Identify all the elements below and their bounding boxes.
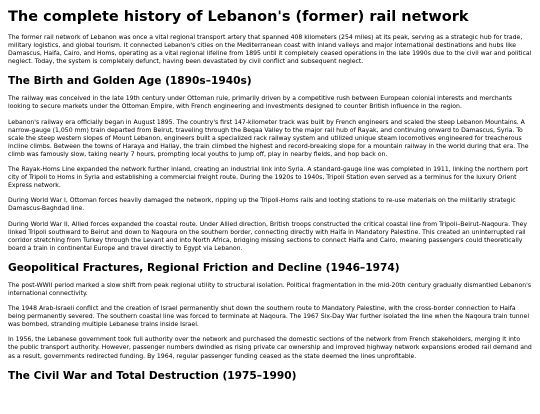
section-paragraph: The railway was conceived in the late 19th century under Ottoman rule, primarily driven by a competitive rush between European colonial interests and merchants looking to secure markets under the Ottoman Empire, with French engineering and investments designed to counter British influence in the region. <box>8 95 513 111</box>
section-heading-civil-war: The Civil War and Total Destruction (1975–1990) <box>8 369 297 382</box>
section-heading-golden-age: The Birth and Golden Age (1890s–1940s) <box>8 75 252 88</box>
section-paragraph: The post-WWII period marked a slow shift from peak regional utility to structural isolation. Political fragmentation in the mid-20th century gradually dismantled Lebanon's international connectivity. <box>8 281 532 297</box>
section-paragraph: During World War II, Allied forces expanded the coastal route. Under Allied direction, British troops constructed the critical coastal line from Tripoli–Beirut–Naqoura. They linked Tripoli southward to Beirut and down to Naqoura on the southern border, connecting directly with Haifa in Mandatory Palestine. This created an uninterrupted rail corridor stretching from Turkey through the Levant and into North Africa, bridging missing sections to connect Haifa and Cairo, meaning passengers could theoretically board a train in continental Europe and travel directly to Egypt via Lebanon. <box>8 220 528 252</box>
section-paragraph: The Rayak-Homs Line expanded the network further inland, creating an industrial link into Syria. A standard-gauge line was completed in 1911, linking the northern port city of Tripoli to Homs in Syria and establishing a commercial freight route. During the 1920s to 1940s, Tripoli Station even served as a terminus for the luxury Orient Express network. <box>8 166 529 190</box>
section-paragraph: During World War I, Ottoman forces heavily damaged the network, ripping up the Tripoli-Homs rails and looting stations to re-use materials on the militarily strategic Damascus-Baghdad line. <box>8 197 516 213</box>
section-paragraph: The 1948 Arab-Israeli conflict and the creation of Israel permanently shut down the southern route to Mandatory Palestine, with the cross-border connection to Haifa being permanently severed. The southern coastal line was forced to terminate at Naqoura. The 1967 Six-Day War further isolated the line when the Naqoura train tunnel was bombed, stranding multiple Lebanese trains inside Israel. <box>8 305 530 329</box>
intro-paragraph: The former rail network of Lebanon was once a vital regional transport artery that spanned 408 kilometers (254 miles) at its peak, serving as a strategic hub for trade, military logistics, and global tourism. It connected Lebanon's cities on the Mediterranean coast with inland valleys and major international destinations and hubs like Damascus, Haifa, Cairo, and Homs, operating as a vital regional lifeline from 1895 until it completely ceased operations in the late 1990s due to the civil war and political neglect. Today, the system is completely defunct, having been devastated by civil conflict and subsequent neglect. <box>8 34 532 66</box>
section-heading-decline: Geopolitical Fractures, Regional Friction and Decline (1946–1974) <box>8 261 400 274</box>
section-paragraph: Lebanon's railway era officially began in August 1895. The country's first 147-kilometer track was built by French engineers and scaled the steep Lebanon Mountains. A narrow-gauge (1,050 mm) train departed from Beirut, traveling through the Beqaa Valley to the major rail hub of Rayak, and continuing onward to Damascus, Syria. To scale the steep western slopes of Mount Lebanon, engineers built a specialized rack railway system and utilized unique steam locomotives engineered for treacherous incline climbs. Between the towns of Haraya and Hallay, the train climbed the highest and record-breaking slope for a mountain railway in the world during that era. The climb was famously slow, taking nearly 7 hours, prompting local youths to jump off, play in nearby fields, and hop back on. <box>8 118 529 158</box>
article <box>0 9 540 382</box>
page-title: The complete history of Lebanon's (former) rail network <box>8 9 469 25</box>
section-paragraph: In 1956, the Lebanese government took full authority over the network and purchased the domestic sections of the network from French stakeholders, merging it into the public transport authority. However, passenger numbers dwindled as rising private car ownership and improved highway network expansions eroded rail demand and as a result, governments redirected funding. By 1964, regular passenger funding ceased as the state deemed the lines unprofitable. <box>8 336 532 360</box>
